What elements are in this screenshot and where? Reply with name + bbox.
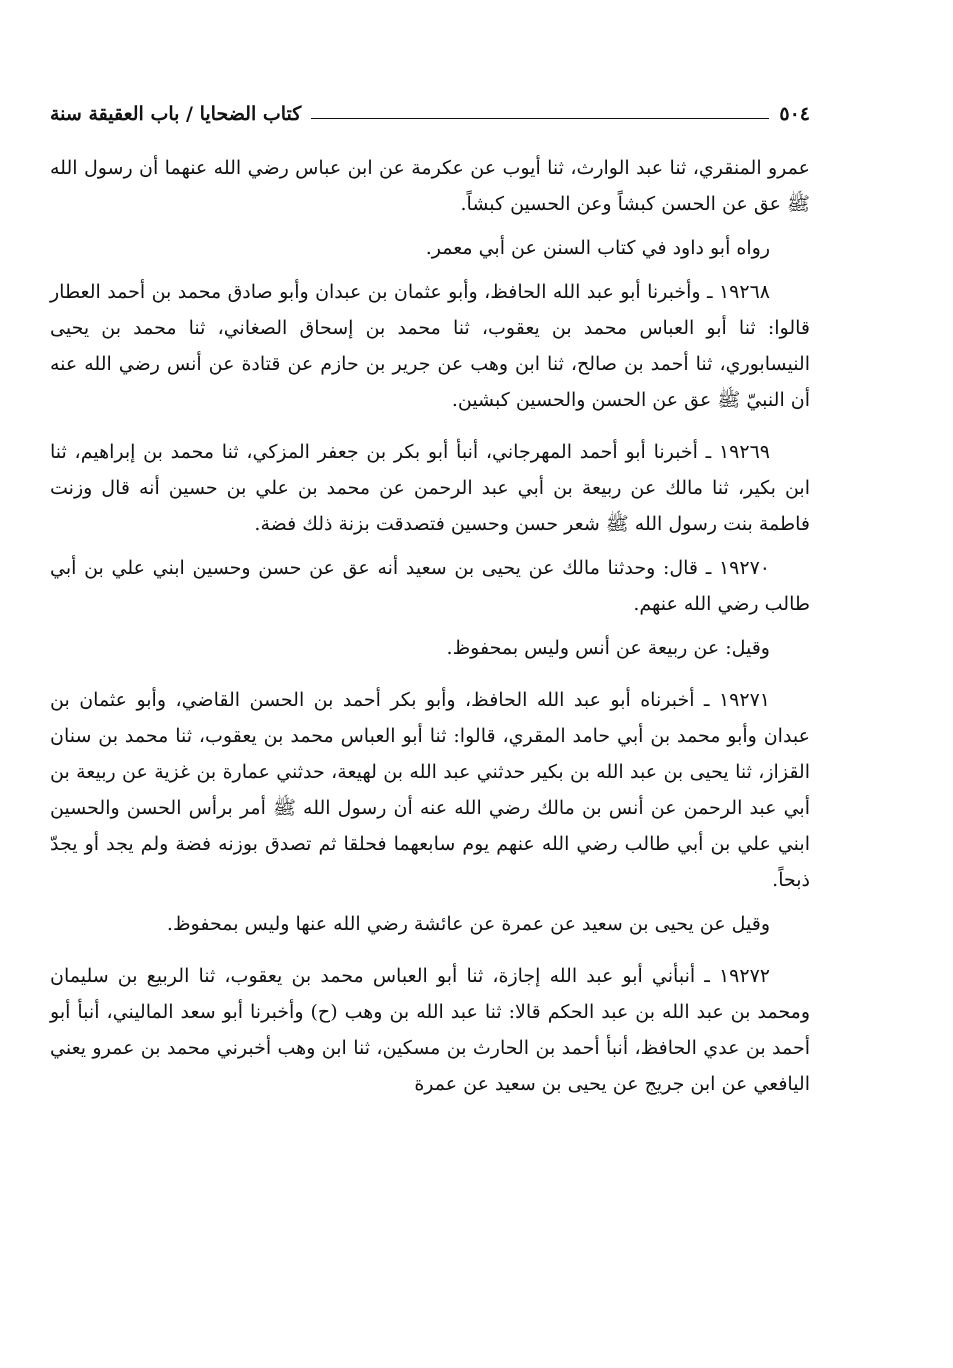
- note-amrah: وقيل عن يحيى بن سعيد عن عمرة عن عائشة رضي الله عنها وليس بمحفوظ.: [166, 913, 770, 935]
- paragraph-riwayah: رواه أبو داود في كتاب السنن عن أبي معمر.: [425, 237, 770, 259]
- paragraph-continuation: عمرو المنقري، ثنا عبد الوارث، ثنا أيوب عن عكرمة عن ابن عباس رضي الله عنهما أن رسول الله ﷺ عق عن الحسن كبشاً وعن الحسين كبشاً.: [50, 157, 810, 215]
- running-header: [50, 96, 810, 132]
- hadith-19272: ١٩٢٧٢ ـ أنبأني أبو عبد الله إجازة، ثنا أبو العباس محمد بن يعقوب، ثنا الربيع بن سليمان ومحمد بن عبد الله بن عبد الحكم قالا: ثنا عبد الله بن وهب (ح) وأخبرنا أبو سعد الماليني، أنبأ أبو أحمد بن عدي الحافظ، أنبأ أحمد بن الحارث بن مسكين، ثنا ابن وهب أخبرني محمد بن عمرو يعني اليافعي عن ابن جريج عن يحيى بن سعيد عن عمرة: [50, 965, 810, 1095]
- body-text: [50, 150, 810, 1102]
- hadith-19268: ١٩٢٦٨ ـ وأخبرنا أبو عبد الله الحافظ، وأبو عثمان بن عبدان وأبو صادق محمد بن أحمد العطار قالوا: ثنا أبو العباس محمد بن يعقوب، ثنا محمد بن إسحاق الصغاني، ثنا محمد بن يحيى النيسابوري، ثنا أحمد بن صالح، ثنا ابن وهب عن جرير بن حازم عن قتادة عن أنس رضي الله عنه أن النبيّ ﷺ عق عن الحسن والحسين كبشين.: [50, 281, 810, 411]
- hadith-19269: ١٩٢٦٩ ـ أخبرنا أبو أحمد المهرجاني، أنبأ أبو بكر بن جعفر المزكي، ثنا محمد بن إبراهيم، ثنا ابن بكير، ثنا مالك عن ربيعة بن أبي عبد الرحمن عن محمد بن علي بن حسين أنه قال وزنت فاطمة بنت رسول الله ﷺ شعر حسن وحسين فتصدقت بزنة ذلك فضة.: [50, 441, 810, 535]
- hadith-19271: ١٩٢٧١ ـ أخبرناه أبو عبد الله الحافظ، وأبو بكر أحمد بن الحسن القاضي، وأبو عثمان بن عبدان وأبو محمد بن أبي حامد المقري، قالوا: ثنا أبو العباس محمد بن يعقوب، ثنا محمد بن سنان القزاز، ثنا يحيى بن عبد الله بن بكير حدثني عبد الله بن لهيعة، حدثني عمارة بن غزية عن ربيعة بن أبي عبد الرحمن عن أنس بن مالك رضي الله عنه أن رسول الله ﷺ أمر برأس الحسن والحسين ابني علي بن أبي طالب رضي الله عنهم يوم سابعهما فحلقا ثم تصدق بوزنه فضة ولم يجد أو يجدّ ذبحاً.: [50, 689, 810, 891]
- page-number: ٥٠٤: [779, 103, 810, 125]
- chapter-title: كتاب الضحايا / باب العقيقة سنة: [50, 103, 302, 125]
- header-rule: [311, 118, 769, 119]
- hadith-19270: ١٩٢٧٠ ـ قال: وحدثنا مالك عن يحيى بن سعيد أنه عق عن حسن وحسين ابني علي بن أبي طالب رضي الله عنهم.: [50, 557, 810, 615]
- note-rabiah: وقيل: عن ربيعة عن أنس وليس بمحفوظ.: [446, 637, 770, 659]
